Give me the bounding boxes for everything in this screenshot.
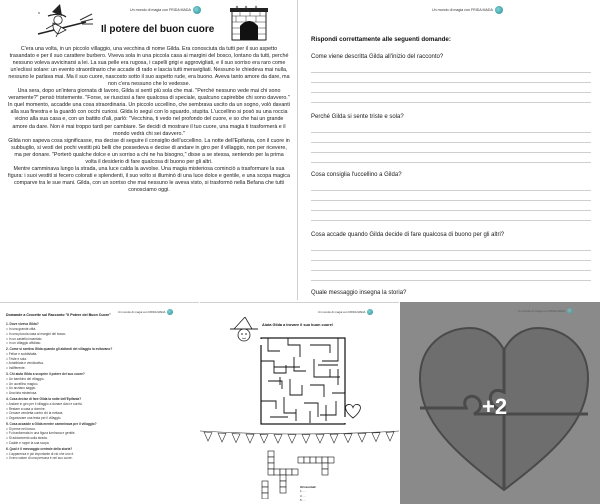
answer-line[interactable] bbox=[311, 280, 591, 281]
checkbox-icon[interactable]: □ bbox=[6, 431, 9, 436]
brand-header bbox=[432, 6, 503, 14]
quiz-option-label: L'apparenza è più importante di ciò che uno è. bbox=[8, 451, 75, 456]
questions-heading: Rispondi correttamente alle seguenti domande: bbox=[311, 36, 451, 43]
answer-line[interactable] bbox=[311, 142, 591, 143]
story-paragraph: Una sera, dopo un'intera giornata di lavoro, Gilda si sentì più sola che mai. "Perché nessuno vede mai chi sono veramente?" pensò tristemente. "Forse, se riuscissi a fare qualcosa di speciale, qualcuno capirebbe chi sono davvero." bbox=[8, 88, 290, 102]
questions-page[interactable] bbox=[302, 0, 600, 300]
answer-line[interactable] bbox=[311, 210, 591, 211]
brand-logo-icon bbox=[567, 308, 573, 314]
answer-line[interactable] bbox=[311, 152, 591, 153]
quiz-option[interactable] bbox=[6, 366, 191, 371]
checkbox-icon[interactable]: □ bbox=[6, 406, 9, 411]
quiz-option-label: Il vero valore di una persona è nel suo cuore. bbox=[8, 456, 73, 461]
brand-text: Un mondo di magia con FRIDA MADA bbox=[518, 309, 566, 313]
hint-item: 3. ... bbox=[300, 493, 306, 498]
brand-header bbox=[118, 309, 173, 315]
story-page[interactable] bbox=[0, 0, 298, 300]
checkbox-icon[interactable]: □ bbox=[6, 411, 9, 416]
answer-line[interactable] bbox=[311, 220, 591, 221]
quiz-option-label: Cadde e ruppe la sua scopa. bbox=[8, 440, 50, 445]
checkbox-icon[interactable]: □ bbox=[6, 366, 9, 371]
fireplace-illustration bbox=[230, 4, 268, 42]
checkbox-icon[interactable]: □ bbox=[6, 341, 9, 346]
question-2: Perché Gilda si sente triste e sola? bbox=[311, 114, 404, 120]
story-paragraph: C'era una volta, in un piccolo villaggio, una vecchina di nome Gilda. Era conosciuta da tutti per il suo aspetto trasandato e per il suo carattere burbero. Viveva sola in una piccola casa ai margini del bosco, lontano da tutti, perché nessuno voleva avvicinarsi a lei. La sua pelle era rugosa, i capelli grigi e aggrovigliati, e il suo sorriso era raro come un'eclissi solare: un evento straordinario che accade di rado e lascia tutti meravigliati. Nessuno le chiedeva mai nulla, nessuno le parlava mai. Ma il suo cuore, nascosto sotto il suo aspetto rude, era buono. Aveva tanto amore da dare, ma non c'era nessuno che lo vedesse. bbox=[8, 46, 290, 88]
quiz-list bbox=[6, 321, 191, 461]
story-paragraph: Gilda non sapeva cosa significasse, ma decise di seguire il consiglio dell'uccellino. La notte dell'Epifania, con il cuore in subbuglio, si vestì dei pochi vestiti più belli che possedeva e decise di andare in giro per il villaggio, non per ricevere, ma per donare. "Porterò qualche dolce e un sorriso a chi ne ha bisogno," disse a se stessa, sentendo per la prima volta il desiderio di fare qualcosa di buono per gli altri. bbox=[8, 137, 290, 165]
quiz-option-label: Fu trasformata in una figura luminosa e gentile. bbox=[8, 431, 76, 436]
maze-title: Aiuta Gilda a trovare il suo buon cuore! bbox=[262, 323, 334, 327]
quiz-option-label: Triste e sola. bbox=[8, 356, 27, 361]
brand-text: Un mondo di magia con FRIDA MADA bbox=[432, 8, 493, 12]
question-4: Cosa accade quando Gilda decide di fare qualcosa di buono per gli altri? bbox=[311, 232, 505, 238]
quiz-option-label: Una fata misteriosa. bbox=[8, 391, 38, 396]
quiz-option[interactable] bbox=[6, 416, 191, 421]
quiz-question: 1. Dove viveva Gilda? bbox=[6, 322, 39, 327]
checkbox-icon[interactable]: □ bbox=[6, 440, 9, 445]
answer-line[interactable] bbox=[311, 82, 591, 83]
answer-line[interactable] bbox=[311, 200, 591, 201]
brand-text: Un mondo di magia con FRIDA MADA bbox=[318, 310, 366, 314]
more-pages-tile[interactable] bbox=[400, 302, 600, 504]
checkbox-icon[interactable]: □ bbox=[6, 426, 9, 431]
brand-logo-icon bbox=[367, 309, 373, 315]
quiz-question: 2. Come si sentiva Gilda quando gli abitanti del villaggio la evitavano? bbox=[6, 347, 113, 352]
brand-header bbox=[518, 308, 573, 314]
checkbox-icon[interactable]: □ bbox=[6, 361, 9, 366]
brand-logo-icon bbox=[167, 309, 173, 315]
quiz-option-label: Andare in giro per il villaggio a donare dolci e sorrisi. bbox=[8, 401, 83, 406]
quiz-option-label: In una grande città. bbox=[8, 327, 37, 332]
quiz-option-label: In un castello incantato. bbox=[8, 336, 43, 341]
heart-icon bbox=[344, 403, 362, 419]
quiz-option[interactable] bbox=[6, 391, 191, 396]
hint-item: 5. ... bbox=[300, 498, 306, 503]
checkbox-icon[interactable]: □ bbox=[6, 331, 9, 336]
answer-line[interactable] bbox=[311, 72, 591, 73]
answer-line[interactable] bbox=[311, 260, 591, 261]
crossword-hints bbox=[300, 485, 316, 503]
brand-header bbox=[318, 309, 373, 315]
bunting-decoration bbox=[200, 429, 399, 445]
activity-page[interactable] bbox=[200, 302, 399, 504]
story-title: Il potere del buon cuore bbox=[101, 24, 215, 35]
checkbox-icon[interactable]: □ bbox=[6, 356, 9, 361]
brand-logo-icon bbox=[193, 6, 201, 14]
question-1: Come viene descritta Gilda all'inizio del racconto? bbox=[311, 54, 444, 60]
quiz-option-label: In una piccola casa ai margini del bosco. bbox=[8, 331, 67, 336]
checkbox-icon[interactable]: □ bbox=[6, 415, 9, 420]
story-paragraph: Mentre camminava lungo la strada, una luce calda la avvolse. Una magia misteriosa cominciò a trasformare la sua figura: i suoi vestiti si fecero colorati e splendenti, il suo volto si illuminò di una luce dolce e gentile, e una scopa magica comparve tra le sue mani. Gilda, con un sorriso che mai nessuno le aveva visto, si trasformò nella Befana che tutti conosciamo oggi. bbox=[8, 165, 290, 193]
hint-item: 1. ... bbox=[300, 489, 306, 494]
checkbox-icon[interactable]: □ bbox=[6, 451, 9, 456]
answer-line[interactable] bbox=[311, 270, 591, 271]
hints-title: Orizzontali: bbox=[300, 485, 317, 489]
checkbox-icon[interactable]: □ bbox=[6, 456, 9, 461]
quiz-option[interactable] bbox=[6, 441, 191, 446]
quiz-question: 5. Cosa accadde a Gilda mentre camminava per il villaggio? bbox=[6, 422, 97, 427]
brand-text: Un mondo di magia con FRIDA MADA bbox=[118, 310, 166, 314]
quiz-option-label: Un anziano saggio. bbox=[8, 386, 37, 391]
answer-line[interactable] bbox=[311, 92, 591, 93]
checkbox-icon[interactable]: □ bbox=[6, 327, 9, 332]
quiz-option[interactable] bbox=[6, 456, 191, 461]
quiz-option-label: Si addormentò sulla strada. bbox=[8, 436, 48, 441]
story-paragraph: In quel momento, accadde una cosa straordinaria. Un piccolo uccellino, che sembrava uscito da un sogno, volò davanti alla sua finestra e la guardò con occhi curiosi. Gilda lo seguì con lo sguardo, stupita. L'uccellino si posò su una roccia vicino alla sua casa e, con un battito d'ali, parlò: "Vecchina, ti vedo nel profondo del cuore, e so che hai un grande amore da dare. Non è mai troppo tardi per cambiare. Se decidi di mostrare il tuo cuore, una magia ti trasformerà e il mondo vedrà chi sei davvero." bbox=[8, 102, 290, 137]
checkbox-icon[interactable]: □ bbox=[6, 381, 9, 386]
answer-line[interactable] bbox=[311, 132, 591, 133]
story-text bbox=[8, 46, 290, 194]
quiz-option-label: Si perse nel bosco. bbox=[8, 426, 36, 431]
answer-line[interactable] bbox=[311, 250, 591, 251]
quiz-option-label: Organizzare una festa per il villaggio. bbox=[8, 415, 62, 420]
quiz-option-label: Un bambino del villaggio. bbox=[8, 376, 45, 381]
quiz-option-label: Indifferente. bbox=[8, 366, 26, 371]
checkbox-icon[interactable]: □ bbox=[6, 336, 9, 341]
brand-logo-icon bbox=[495, 6, 503, 14]
answer-line[interactable] bbox=[311, 102, 591, 103]
quiz-option-label: Restare a casa a dormire. bbox=[8, 406, 46, 411]
witch-on-broom-illustration bbox=[36, 4, 94, 44]
more-pages-badge[interactable]: +2 bbox=[482, 394, 508, 419]
checkbox-icon[interactable]: □ bbox=[6, 352, 9, 356]
quiz-option-label: Cercare vendetta contro chi la evitava. bbox=[8, 411, 64, 416]
brand-header bbox=[130, 6, 201, 14]
quiz-question: 6. Qual è il messaggio centrale della storia? bbox=[6, 446, 73, 451]
quiz-option-label: Un uccellino magico. bbox=[8, 381, 39, 386]
answer-line[interactable] bbox=[311, 190, 591, 191]
question-5: Quale messaggio insegna la storia? bbox=[311, 290, 407, 296]
checkbox-icon[interactable]: □ bbox=[6, 376, 9, 381]
checkbox-icon[interactable]: □ bbox=[6, 401, 9, 406]
answer-line[interactable] bbox=[311, 162, 591, 163]
checkbox-icon[interactable]: □ bbox=[6, 391, 9, 396]
quiz-question: 3. Chi aiuta Gilda a scoprire il potere del suo cuore? bbox=[6, 372, 85, 377]
checkbox-icon[interactable]: □ bbox=[6, 386, 9, 391]
quiz-title: Domande a Crocette sul Racconto "Il Potere del Buon Cuore" bbox=[6, 313, 111, 317]
quiz-question: 4. Cosa decise di fare Gilda la notte dell'Epifania? bbox=[6, 397, 82, 402]
maze-puzzle[interactable] bbox=[260, 337, 346, 425]
question-3: Cosa consiglia l'uccellino a Gilda? bbox=[311, 172, 402, 178]
witch-face-illustration bbox=[230, 317, 260, 345]
quiz-option[interactable] bbox=[6, 341, 191, 346]
quiz-option-label: Arrabbiata e vendicativa. bbox=[8, 361, 44, 366]
brand-text: Un mondo di magia con FRIDA MADA bbox=[130, 8, 191, 12]
quiz-option-label: In un villaggio affollato. bbox=[8, 341, 42, 346]
checkbox-icon[interactable]: □ bbox=[6, 436, 9, 441]
quiz-option-label: Felice e soddisfatta. bbox=[8, 352, 38, 356]
quiz-page[interactable] bbox=[0, 302, 199, 504]
